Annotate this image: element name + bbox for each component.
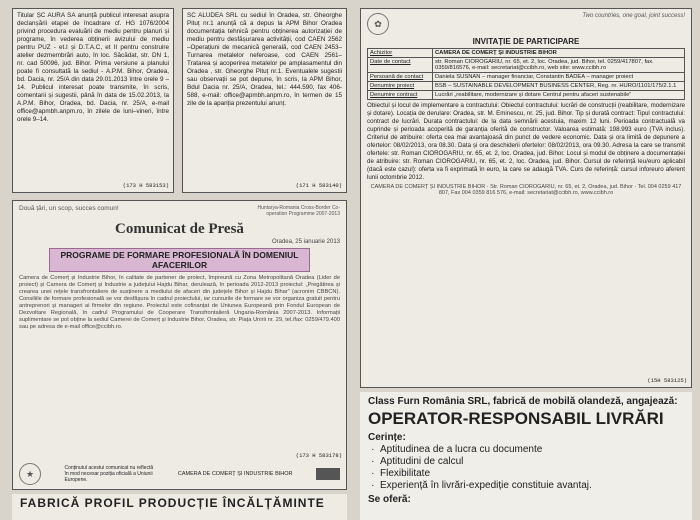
job-requirements-heading: Cerințe: [368, 432, 406, 443]
press-header [19, 205, 340, 217]
press-programme: Huntarya-Romania Cross-Border Co-operation Programme 2007-2013 [257, 205, 340, 217]
tender-body: Obiectul și locul de implementare a contractului: Obiectul contractului: lucrări de construcții (reabilitare, modernizare și dotare). Locația de derulare: Oradea, str. M. Eminescu, nr. 25, jud. Bihor. Tip și durată contract: Tipul contractului: contract de lucrări. Durata contractului: de la data semnării acestuia, maxim 12 luni. Perioada contractuală va cuprinde și perioada acoperită de garanția oferită de constructor. Valoarea estimată: 198.993 euro (TVA inclus). Criteriul de atribuire: oferta cea mai avantajoasă din punct de vedere economic. Data și ora limită de depunere a ofertelor: 08/02/2013, ora 08.30. Data și ora deschiderii ofertelor: 08/02/2013, ora 09.30. Adresa la care se transmit ofertele: str. Roman CIOROGARIU, nr. 65, et. 2, loc. Oradea, jud. Bihor. Locul și modul de obținere a documentației de atribuire: str. Roman CIOROGARIU, nr. 65, et. 2, loc. Oradea, jud. Bihor. Cursul de referință leu/euro aplicabil (dacă este cazul): oferta va fi exprimată în euro, la care se adaugă TVA. Curs de referință: cursul inforeuro aferent lunii octombrie 2012. [367, 102, 685, 181]
notice-aura-text: Titular ȘC AURA SA anunță publicul interesat asupra declanșării etapei de încadrare cf. HG 1076/2004 privind procedura evaluării de mediu pentru planuri și programe, în vederea obținerii avizului de mediu pentru PUZ - et.I și D.T.A.C, et II pentru construire atelier dezmembrări auto, în loc. Săcădat, str. DN 1, nr. cad 50096, jud. Bihor. Prima versiune a planului poate fi consultată la sediul - A.P.M. Bihor, Oradea, bd. Dacia, nr. 25/A din data 29.01.2013 între orele 9 – 14. Publicul interesat poate transmite, în scris, comentarii și sugestii, până în data de 15.02.2013, la A.P.M. Bihor, Oradea, bd. Dacia, nr. 25/A, e-mail office@apmbh.anpm.ro, în zilele de luni–vineri, între orele 9–14. [17, 12, 169, 123]
tender-slogan: Two countries, one goal, joint success! [582, 13, 685, 19]
notice-aludea [182, 8, 347, 193]
job-offer-heading: Se oferă: [368, 494, 411, 505]
tender-row-label: Denumire contract [368, 91, 433, 100]
tender-row-value: CAMERA DE COMERȚ ȘI INDUSTRIE BIHOR [433, 49, 685, 58]
tender-header [367, 13, 685, 35]
job-requirement-item: · Aptitudinea de a lucra cu documente [380, 444, 684, 456]
tender-footer: CAMERA DE COMERȚ ȘI INDUSTRIE BIHOR · Str. Roman CIOROGARIU, nr. 65, et. 2, Oradea, jud. Bihor · Tel. 004 0259 417 807, Fax 004 0359 816 576, e-mail: secretariat@ccibh.ro, www.ccibh.ro [370, 184, 682, 196]
programme-logo-icon: ✿ [367, 13, 389, 35]
notice-aura-sa [12, 8, 174, 193]
press-ref: (173 H 583178) [295, 452, 342, 459]
tender-row [368, 58, 685, 73]
job-requirement-item: · Flexibilitate [380, 468, 684, 480]
tender-table [367, 48, 685, 100]
job-requirement-item: · Aptitudini de calcul [380, 456, 684, 468]
press-footer [19, 463, 340, 485]
tender-row-value: str. Roman CIOROGARIU, nr. 65, et. 2, loc. Oradea, jud. Bihor, tel. 0259/417807, fax. 0359/816576, e-mail: secretariat@ccibh.ro, web site: www.ccibh.ro [433, 58, 685, 73]
job-title: OPERATOR-RESPONSABIL LIVRĂRI [368, 409, 664, 428]
tender-row-value: Lucrări „reabilitare, modernizare și dotare Centrul pentru afaceri sustenabile” [433, 91, 685, 100]
tender-invitation [360, 8, 692, 388]
tender-row-label: Date de contact [368, 58, 433, 73]
notice-aludea-text: SC ALUDEA SRL cu sediul în Oradea, str. Gheorghe Pituț nr.1 anunță că a depus la APM Bihor Oradea documentația tehnică pentru obținerea autorizației de mediu pentru desfășurarea activității, cod CAEN 2562 –Operațiuni de mecanică generală, cod CAEN 2453–Turnarea metalelor neferoase, cod CAEN 2561–Tratarea și acoperirea metalelor pe amplasamentul din Oradea , str. Gheorghe Pituț nr.1. Eventualele sugestii sau observații se pot depune, în scris, la APM Bihor, Bdul Dacia nr. 25/A, Oradea, tel.: 444.590, fax 406-588, e-mail: office@apmbh.anpm.ro, în termen de 15 zile de la apariția prezentului anunț. [187, 12, 342, 107]
tender-title: INVITAȚIE DE PARTICIPARE [472, 37, 580, 46]
press-subtitle: PROGRAME DE FORMARE PROFESIONALĂ ÎN DOMENIUL AFACERILOR [49, 248, 310, 272]
tender-row [368, 73, 685, 82]
tender-row-value: Daniela SUSNAN – manager financiar, Constantin BADEA – manager proiect [433, 73, 685, 82]
press-title: Comunicat de Presă [115, 221, 244, 237]
chamber-logo-icon [316, 468, 340, 480]
job-requirement-item: · Experiență în livrări-expediție constituie avantaj. [380, 480, 684, 492]
tender-row [368, 91, 685, 100]
press-chamber: CAMERA DE COMERȚ ȘI INDUSTRIE BIHOR [177, 471, 293, 477]
tender-row [368, 82, 685, 91]
tender-row-label: Achizitor [368, 49, 433, 58]
shoe-factory-ad-heading: FABRICĂ PROFIL PRODUCȚIE ÎNCĂLȚĂMINTE [12, 494, 347, 520]
notice-aludea-ref: (171 H 583140) [295, 182, 342, 189]
tender-ref: (15H 583125) [647, 377, 687, 384]
eu-emblem-icon: ★ [19, 463, 41, 485]
tender-row-value: BSB – SUSTAINABLE DEVELOPMENT BUSINESS CENTER, Reg. nr. HURO/1101/175/2.1.1 [433, 82, 685, 91]
press-release [12, 200, 347, 490]
tender-row-label: Denumire proiect [368, 82, 433, 91]
notice-aura-ref: (173 H 583153) [122, 182, 169, 189]
job-company: Class Furn România SRL, fabrică de mobilă olandeză, angajează: [368, 396, 678, 407]
press-slogan: Două țări, un scop, succes comun! [19, 205, 119, 212]
press-body: Camera de Comerț și Industrie Bihor, în calitate de partener de proiect, împreună cu Zona Metropolitană Oradea (Lider de proiect) și Camera de Comerț și Industrie a județului Hajdu Bihar, derulează, în perioada 2012-2013 proiectul: „Pregătirea și crearea unei rețele transfrontaliere de susținere a mediului de afaceri din județele Bihor și Hajdu Bihar” (acronim CBBCN). Consiliile de formare profesională se vor desfășura în cadrul proiectului, iar cursurile de formare se vor organiza gratuit pentru antreprenori și manageri ai firmelor din regiune. Proiectul este cofinanțat de Uniunea Europeană prin Fondul European de Dezvoltare Regională, în cadrul Programului de Cooperare Transfrontalieră Ungaria-România 2007-2013. Informații suplimentare se pot obține la sediul Camerei de Comerț și Industrie Bihor, Oradea, str. Piața Unirii nr. 29, tel./fax: 0259/479.400 sau pe adresa de e-mail office@ccibh.ro. [19, 275, 340, 330]
tender-row [368, 49, 685, 58]
press-disclaimer: Conținutul acestui comunicat nu reflectă în mod necesar poziția oficială a Uniunii Europene. [64, 465, 154, 483]
tender-row-label: Persoană de contact [368, 73, 433, 82]
press-date: Oradea, 25 ianuarie 2013 [271, 239, 340, 245]
job-ad [360, 392, 692, 520]
job-requirements-list [380, 444, 684, 492]
